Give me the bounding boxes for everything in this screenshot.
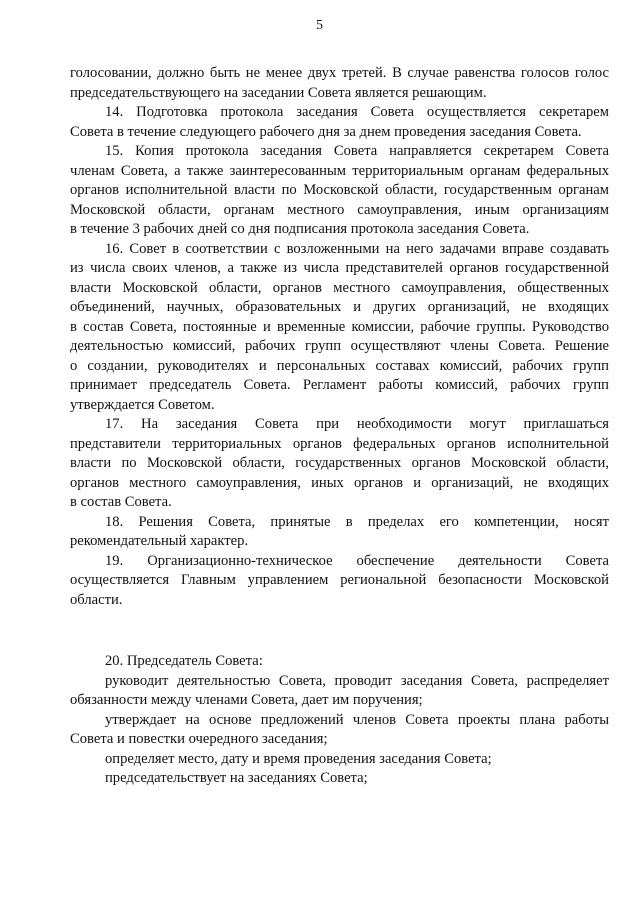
text-line: объединений, научных, образовательных и других организаций, не входящих	[70, 299, 609, 315]
paragraph-17-line: 17. На заседания Совета при необходимости могут приглашаться	[105, 416, 609, 432]
paragraph-18-line: 18. Решения Совета, принятые в пределах его компетенции, носят	[105, 513, 609, 530]
text-line: органов исполнительной власти по Московской области, государственным органам	[70, 182, 609, 198]
text-line: из числа своих членов, а также из числа представителей органов государственной	[70, 260, 609, 276]
text-line: Московской области, органам местного самоуправления, иным организациям	[70, 201, 609, 218]
text-line: утверждается Советом.	[70, 396, 215, 413]
text-line: принимает председатель Совета. Регламент работы комиссий, рабочих групп	[70, 377, 609, 393]
text-line: органов местного самоуправления, иных органов и организаций, не входящих	[70, 474, 609, 491]
list-item-line: утверждает на основе предложений членов Совета проекты плана работы	[105, 711, 609, 728]
paragraph-16-line: 16. Совет в соответствии с возложенными на него задачами вправе создавать	[105, 240, 609, 257]
text-line: о создании, руководителях и персональных составах комиссий, рабочих групп	[70, 357, 609, 374]
text-line: в течение 3 рабочих дней со дня подписания протокола заседания Совета.	[70, 221, 530, 237]
list-item-line: руководит деятельностью Совета, проводит заседания Совета, распределяет	[105, 672, 609, 689]
text-line: в состав Совета.	[70, 494, 172, 510]
paragraph-14-line: 14. Подготовка протокола заседания Совета осуществляется секретарем	[105, 104, 609, 120]
text-line: членам Совета, а также заинтересованным территориальным органам федеральных	[70, 162, 609, 179]
document-body	[70, 64, 609, 789]
text-line: обязанности между членами Совета, дает им поручения;	[70, 692, 423, 708]
text-line: рекомендательный характер.	[70, 533, 249, 549]
paragraph-15-line: 15. Копия протокола заседания Совета направляется секретарем Совета	[105, 143, 609, 159]
paragraph-19-line: 19. Организационно-техническое обеспечение деятельности Совета	[105, 552, 609, 569]
list-item-line: председательствует на заседаниях Совета;	[105, 770, 368, 786]
text-line: области.	[70, 591, 123, 608]
text-line: власти Московской области, органов местного самоуправления, общественных	[70, 279, 609, 296]
text-line: осуществляется Главным управлением региональной безопасности Московской	[70, 572, 609, 588]
text-line: представители территориальных органов федеральных органов исполнительной	[70, 435, 609, 452]
text-line: Совета в течение следующего рабочего дня за днем проведения заседания Совета.	[70, 123, 582, 140]
text-line: Совета и повестки очередного заседания;	[70, 731, 328, 747]
text-line: голосовании, должно быть не менее двух третей. В случае равенства голосов голос	[70, 65, 609, 81]
text-line: председательствующего на заседании Совета является решающим.	[70, 84, 487, 101]
page-number: 5	[316, 18, 323, 33]
text-line: деятельностью комиссий, рабочих групп осуществляют члены Совета. Решение	[70, 338, 609, 354]
text-line: в состав Совета, постоянные и временные комиссии, рабочие группы. Руководство	[70, 318, 609, 335]
paragraph-20-line: 20. Председатель Совета:	[105, 653, 263, 669]
list-item-line: определяет место, дату и время проведения заседания Совета;	[105, 750, 492, 767]
text-line: власти по Московской области, государственных органов Московской области,	[70, 455, 609, 471]
